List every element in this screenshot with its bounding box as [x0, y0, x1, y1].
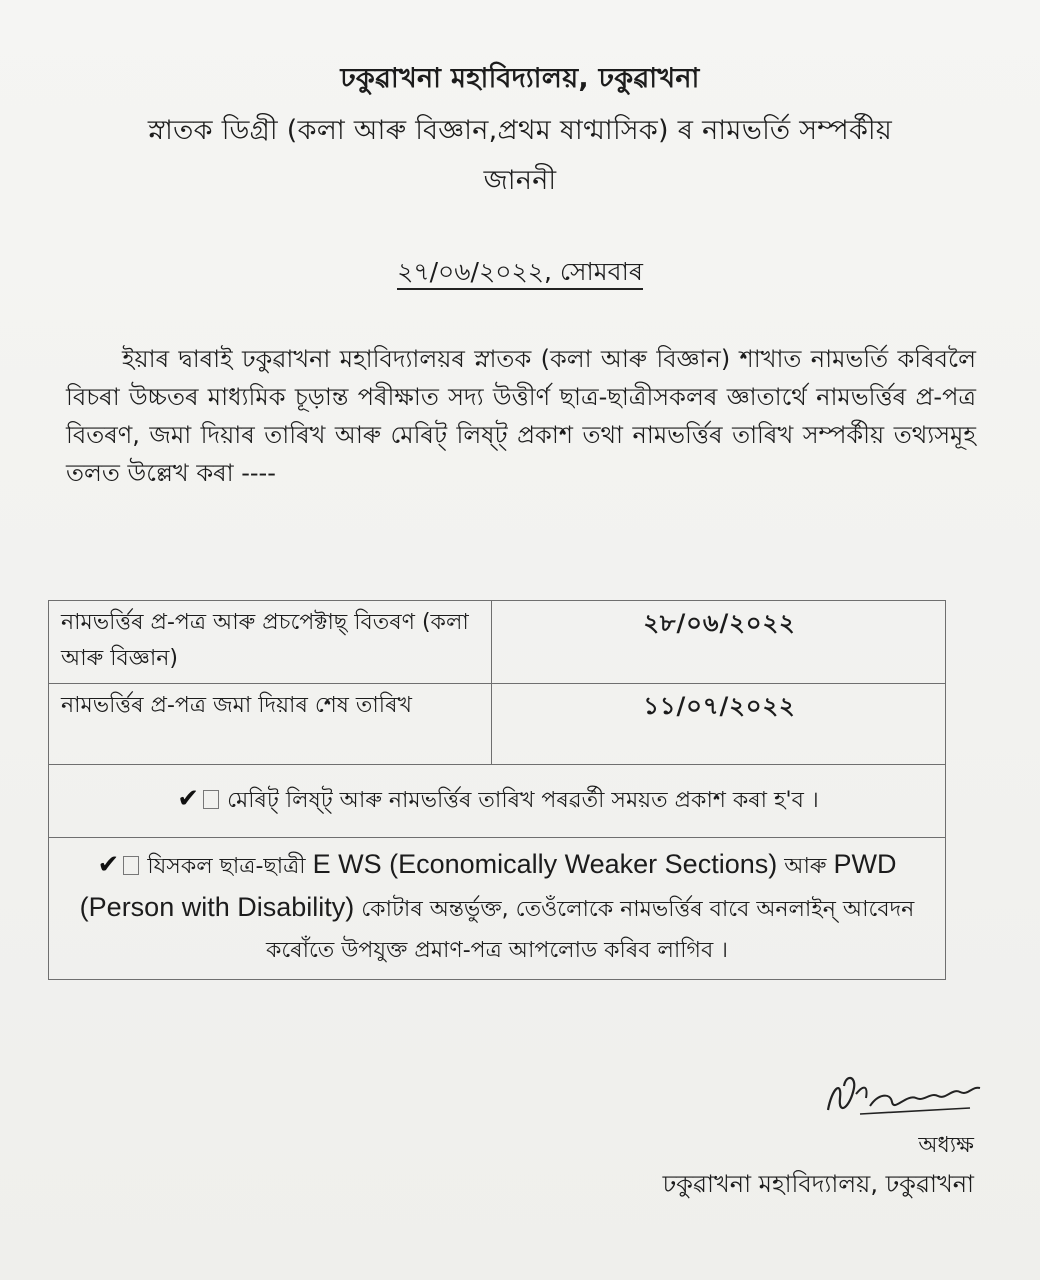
- notice-body-text: ইয়াৰ দ্বাৰাই ঢকুৱাখনা মহাবিদ্যালয়ৰ স্নাতক (কলা আৰু বিজ্ঞান) শাখাত নামভৰ্তি কৰিবলৈ বিচৰা উচ্চতৰ মাধ্যমিক চূড়ান্ত পৰীক্ষাত সদ্য উত্তীৰ্ণ ছাত্ৰ-ছাত্ৰীসকলৰ জ্ঞাতাৰ্থে নামভৰ্ত্তিৰ প্ৰ-পত্ৰ বিতৰণ, জমা দিয়াৰ তাৰিখ আৰু মেৰিট্ লিষ্ট্ প্ৰকাশ তথা নামভৰ্ত্তিৰ তাৰিখ সম্পৰ্কীয় তথ্যসমূহ তলত উল্লেখ কৰা ----: [66, 345, 976, 487]
- table-row: [49, 601, 946, 684]
- table-row: [49, 765, 946, 838]
- checkmark-icon: ✔: [97, 850, 120, 880]
- checkbox-icon: [123, 856, 139, 875]
- quota-note: [49, 838, 946, 980]
- checkbox-icon: [203, 790, 219, 809]
- quota-note-part3: কোটাৰ অন্তৰ্ভুক্ত, তেওঁলোকে নামভৰ্ত্তিৰ বাবে অনলাইন্ আবেদন কৰোঁতে উপযুক্ত প্ৰমাণ-পত্ৰ আপলোড কৰিব লাগিব ।: [265, 897, 915, 963]
- quota-note-part2: আৰু: [784, 854, 827, 879]
- signatory-institution: ঢকুৱাখনা মহাবিদ্যালয়, ঢকুৱাখনা: [662, 1170, 974, 1198]
- notice-subject: স্নাতক ডিগ্ৰী (কলা আৰু বিজ্ঞান,প্ৰথম ষাণ্মাসিক) ৰ নামভৰ্তি সম্পৰ্কীয়: [147, 115, 893, 146]
- quota-note-part1: যিসকল ছাত্ৰ-ছাত্ৰী: [147, 854, 306, 879]
- table-row: [49, 684, 946, 765]
- ews-text: E WS (Economically Weaker Sections): [312, 849, 778, 879]
- merit-list-note: [49, 765, 946, 838]
- table-row: [49, 838, 946, 980]
- row-label: নামভৰ্ত্তিৰ প্ৰ-পত্ৰ আৰু প্ৰচপেক্টাছ্ বিতৰণ (কলা আৰু বিজ্ঞান): [49, 601, 492, 684]
- pwd-text: PWD (Person with Disability): [79, 849, 897, 922]
- signatory-designation: অধ্যক্ষ: [918, 1133, 974, 1158]
- merit-note-text: মেৰিট্ লিষ্ট্ আৰু নামভৰ্ত্তিৰ তাৰিখ পৰৱৰ্তী সময়ত প্ৰকাশ কৰা হ'ব ।: [227, 788, 819, 813]
- notice-heading: জাননী: [483, 165, 557, 196]
- notice-body: [66, 340, 976, 492]
- row-date: ২৮/০৬/২০২২: [492, 601, 946, 684]
- schedule-table: [48, 600, 946, 980]
- row-date: ১১/০৭/২০২২: [492, 684, 946, 765]
- checkmark-icon: ✔: [177, 784, 200, 814]
- row-label: নামভৰ্ত্তিৰ প্ৰ-পত্ৰ জমা দিয়াৰ শেষ তাৰিখ: [49, 684, 492, 765]
- college-title: ঢকুৱাখনা মহাবিদ্যালয়, ঢকুৱাখনা: [340, 63, 700, 94]
- principal-signature: [820, 1058, 1000, 1128]
- notice-date-text: ২৭/০৬/২০২২, সোমবাৰ: [397, 257, 643, 290]
- notice-date: [0, 252, 1040, 295]
